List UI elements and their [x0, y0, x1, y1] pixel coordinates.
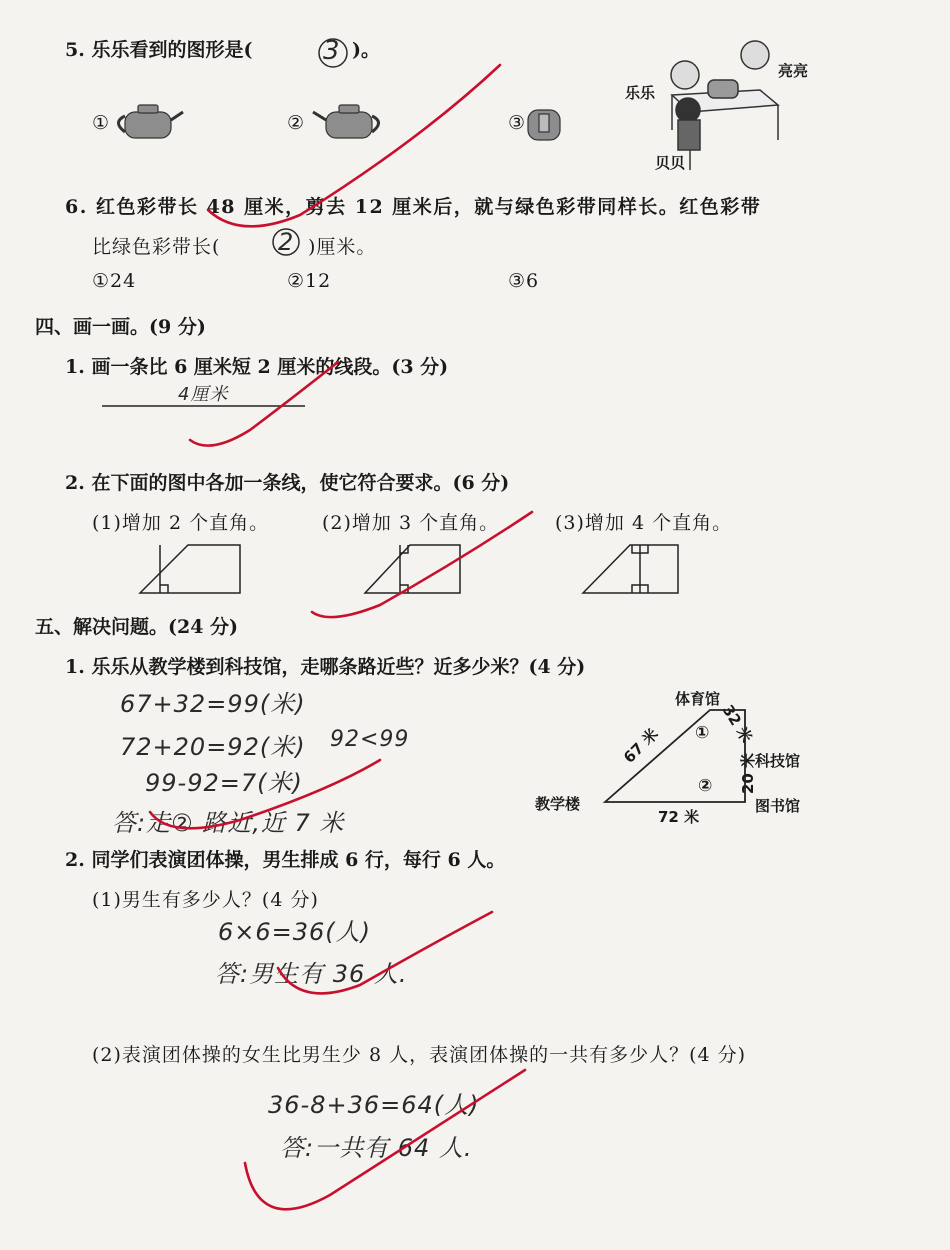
- sec5-q2-2: (2)表演团体操的女生比男生少 8 人，表演团体操的一共有多少人？(4 分): [92, 1044, 747, 1066]
- sec5-q1-work2b: 92<99: [330, 727, 410, 752]
- sec5-q2-1: (1)男生有多少人？(4 分): [92, 889, 319, 911]
- q5-option-2: ②: [287, 112, 306, 134]
- q6-answer: 2: [278, 228, 295, 256]
- trapezoid-1: [140, 545, 240, 593]
- sec4-q2: 2. 在下面的图中各加一条线，使它符合要求。(6 分): [65, 472, 510, 494]
- sec5-q1: 1. 乐乐从教学楼到科技馆，走哪条路近些？近多少米？(4 分): [65, 656, 586, 678]
- map-dist-20: 20 米: [739, 752, 758, 795]
- sec5-q2-1-work: 6×6=36(人): [218, 918, 372, 946]
- trapezoid-3: [583, 545, 678, 593]
- sec4-q1: 1. 画一条比 6 厘米短 2 厘米的线段。(3 分): [65, 356, 449, 378]
- grading-checkmarks: [150, 65, 532, 1209]
- q5-close: )。: [352, 39, 380, 61]
- q5-question: 5. 乐乐看到的图形是(: [65, 39, 253, 61]
- sec5-q2: 2. 同学们表演团体操，男生排成 6 行，每行 6 人。: [65, 849, 506, 871]
- teapot-side-icon-1: [119, 105, 184, 138]
- map-library: 图书馆: [755, 797, 801, 815]
- map-route-1: ①: [695, 723, 710, 743]
- q6-line2b: )厘米。: [308, 236, 377, 258]
- map-route-2: ②: [698, 776, 713, 796]
- map-tech: 科技馆: [755, 752, 801, 770]
- q6-line2a: 比绿色彩带长(: [92, 236, 221, 258]
- sec5-q1-work2: 72+20=92(米): [120, 733, 306, 761]
- q5-answer: 3: [323, 36, 341, 66]
- sec4-q1-answer: 4厘米: [178, 384, 229, 405]
- q6-answer-circle: [273, 229, 299, 255]
- sec5-q2-1-answer: 答:男生有 36 人.: [215, 960, 408, 988]
- q5-option-1: ①: [92, 112, 111, 134]
- label-liangliang: 亮亮: [778, 62, 809, 80]
- q5-answer-circle: [319, 39, 347, 67]
- q6-option-3: ③6: [508, 270, 540, 292]
- map-dist-67: 67 米: [620, 724, 662, 767]
- sec4-title: 四、画一画。(9 分): [35, 316, 206, 338]
- sec5-q1-work3: 99-92=7(米): [145, 769, 303, 797]
- sec5-title: 五、解决问题。(24 分): [35, 616, 239, 638]
- sec4-q2-b: (2)增加 3 个直角。: [322, 512, 500, 534]
- label-beibei: 贝贝: [655, 154, 686, 172]
- map-gym: 体育馆: [675, 690, 721, 708]
- sec4-q2-a: (1)增加 2 个直角。: [92, 512, 270, 534]
- teapot-back-icon: [528, 110, 560, 140]
- map-dist-72: 72 米: [658, 808, 700, 826]
- q5-option-3: ③: [508, 112, 527, 134]
- sec4-q2-c: (3)增加 4 个直角。: [555, 512, 733, 534]
- sec5-q1-work1: 67+32=99(米): [120, 690, 306, 718]
- sec5-q2-2-work: 36-8+36=64(人): [268, 1091, 480, 1119]
- map-school: 教学楼: [535, 795, 581, 813]
- q6-line1: 6. 红色彩带长 48 厘米，剪去 12 厘米后，就与绿色彩带同样长。红色彩带: [65, 196, 762, 218]
- map-dist-32: 32 米: [718, 701, 756, 746]
- q6-option-2: ②12: [287, 270, 332, 292]
- q6-option-1: ①24: [92, 270, 137, 292]
- teapot-side-icon-2: [313, 105, 379, 138]
- route-map: [605, 710, 745, 802]
- sec5-q2-2-answer: 答:一共有 64 人.: [280, 1134, 473, 1162]
- label-lele: 乐乐: [625, 84, 656, 102]
- table-scene-illustration: [671, 41, 778, 170]
- sec5-q1-answer: 答:走② 路近,近 7 米: [112, 809, 345, 837]
